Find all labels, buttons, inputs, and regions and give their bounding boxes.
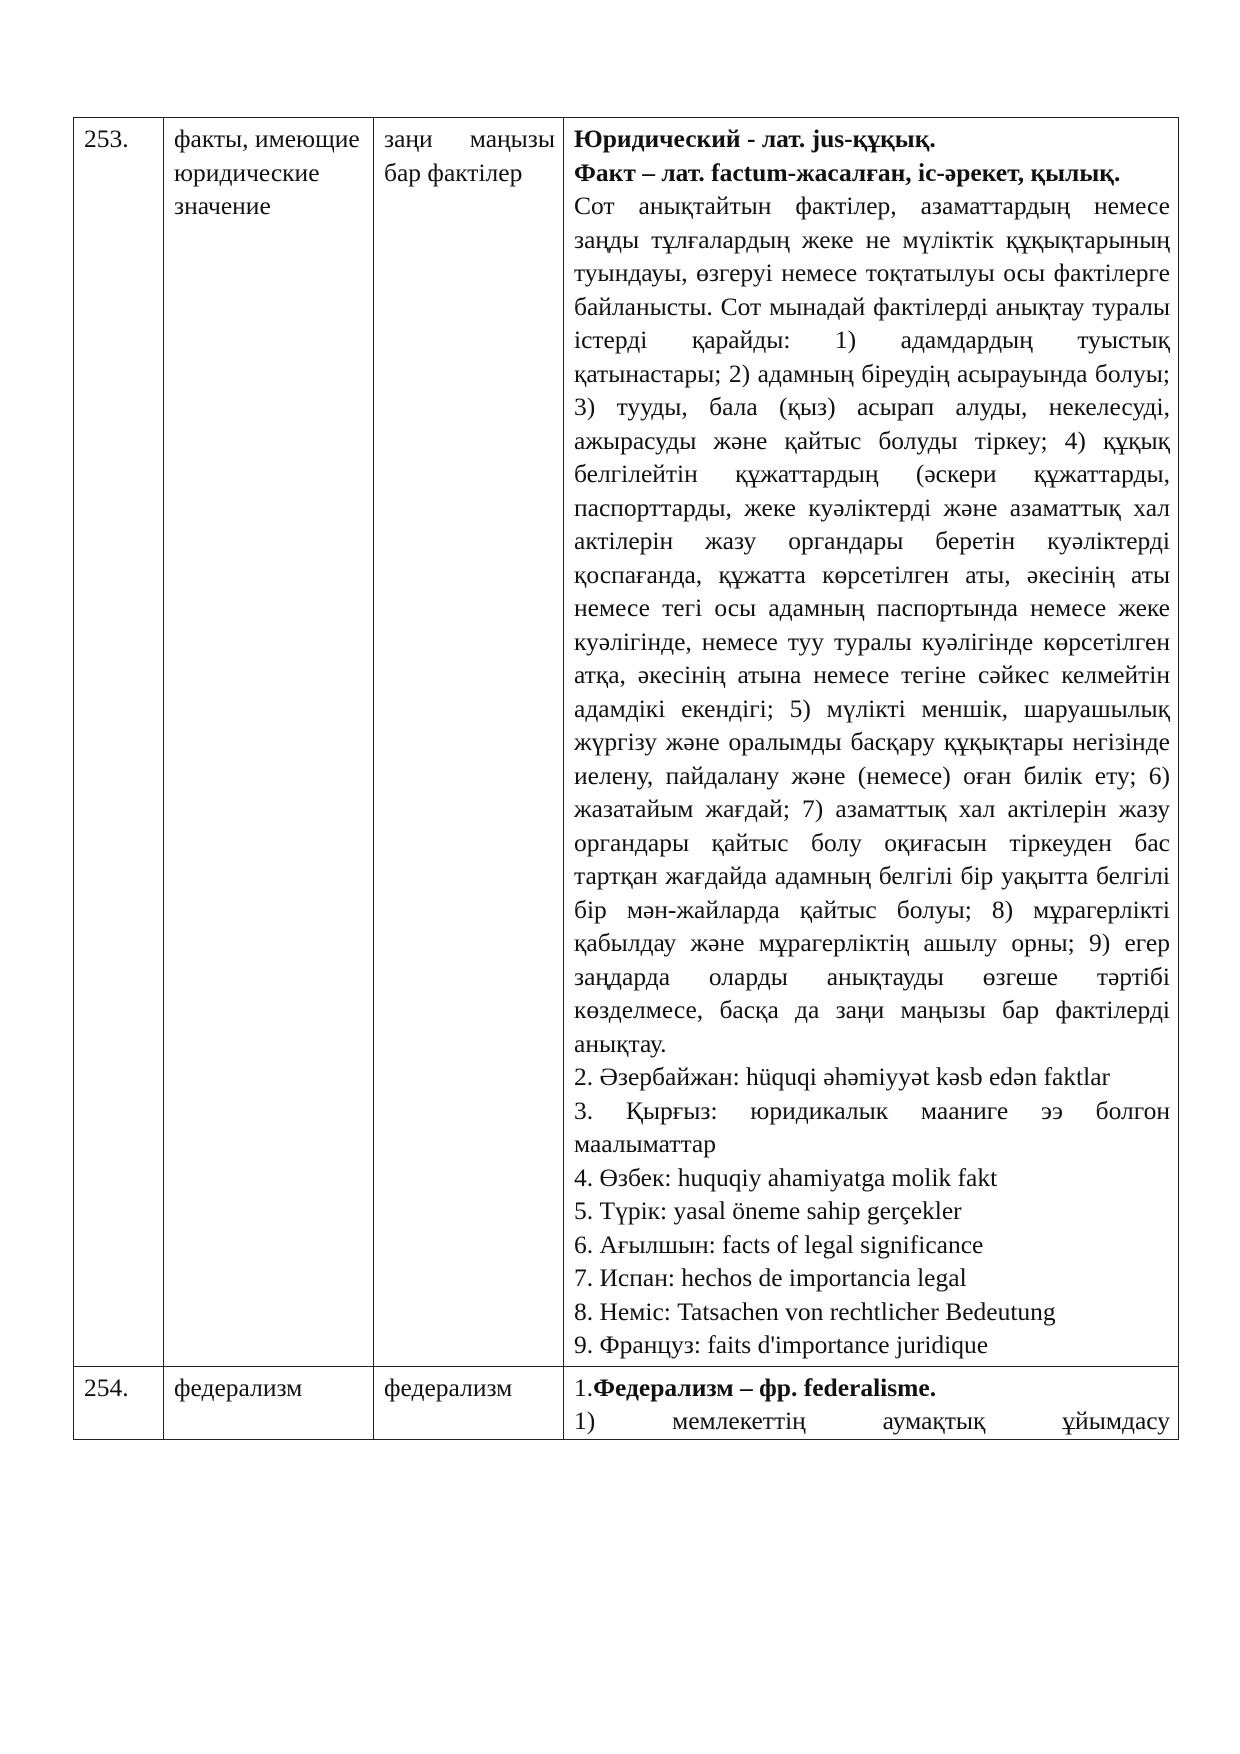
table-row [74,1366,1179,1439]
translation-item: 2. Әзербайжан: hüquqi əhəmiyyət kəsb edən faktlar [574,1062,1110,1091]
translation-item: 6. Ағылшын: facts of legal significance [574,1229,984,1259]
kazakh-term: федерализм [374,1366,564,1439]
term-description-content [574,1371,1170,1435]
translation-item: 3. Қырғыз: юридикалык мааниге ээ болгон маалыматтар [574,1095,1170,1158]
russian-term: факты, имеющие юридические значение [164,118,374,1367]
translation-item: 8. Неміс: Tatsachen von rechtlicher Bedeutung [574,1296,1056,1326]
translation-item: 9. Француз: faits d'importance juridique [574,1330,989,1359]
etymology-line: Юридический - лат. jus-құқық. [574,124,936,153]
entry-number: 254. [74,1366,164,1439]
etymology-prefix: 1. [574,1372,594,1402]
term-description [564,118,1179,1367]
etymology-line: Факт – лат. factum-жасалған, іс-әрекет, қылық. [574,157,1121,187]
etymology-text: Федерализм – фр. federalisme. [593,1372,937,1402]
table-row [74,118,1179,1367]
kazakh-term: заңи маңызы бар фактілер [374,118,564,1367]
entry-number: 253. [74,118,164,1367]
definition-text: 1) мемлекеттің аумақтық ұйымдасу [574,1406,1170,1435]
term-description [564,1366,1179,1439]
translation-item: 5. Түрік: yasal öneme sahip gerçekler [574,1196,962,1225]
russian-term: федерализм [164,1366,374,1439]
definition-text: Сот анықтайтын фактілер, азаматтардың немесе заңды тұлғалардың жеке не мүліктік құқықтарының туындауы, өзгеруі немесе тоқтатылуы осы фактілерге байланысты. Сот мынадай фактілерді анықтау туралы істерді қарайды: 1) адамдардың туыстық қатынастары; 2) адамның біреудің асырауында болуы; 3) тууды, бала (қыз) асырап алуды, некелесуді, ажырасуды және қайтыс болуды тіркеу; 4) құқық белгілейтін құжаттардың (әскери құжаттарды, паспорттарды, жеке куәліктерді және азаматтық хал актілерін жазу органдары беретін куәліктерді қоспағанда, құжатта көрсетілген аты, әкесінің аты немесе тегі осы адамның паспортында немесе жеке куәлігінде, немесе туу туралы куәлігінде көрсетілген атқа, әкесінің атына немесе тегіне сәйкес келмейтін адамдікі екендігі; 5) мүлікті меншік, шаруашылық жүргізу және оралымды басқару құқықтары негізінде иелену, пайдалану және (немесе) оған билік ету; 6) жазатайым жағдай; 7) азаматтық хал актілерін жазу органдары қайтыс болу оқиғасын тіркеуден бас тартқан жағдайда адамның белгілі бір уақытта белгілі бір мән-жайларда қайтыс болуы; 8) мұрагерлікті қабылдау және мұрагерліктің ашылу орны; 9) егер заңдарда оларды анықтауды өзгеше тәртібі көзделмесе, басқа да заңи маңызы бар фактілерді анықтау. [574,191,1170,1058]
translation-item: 4. Өзбек: huquqiy ahamiyatga molik fakt [574,1162,998,1192]
etymology-line [574,1371,1170,1405]
glossary-table [73,117,1179,1440]
translation-item: 7. Испан: hechos de importancia legal [574,1263,967,1292]
